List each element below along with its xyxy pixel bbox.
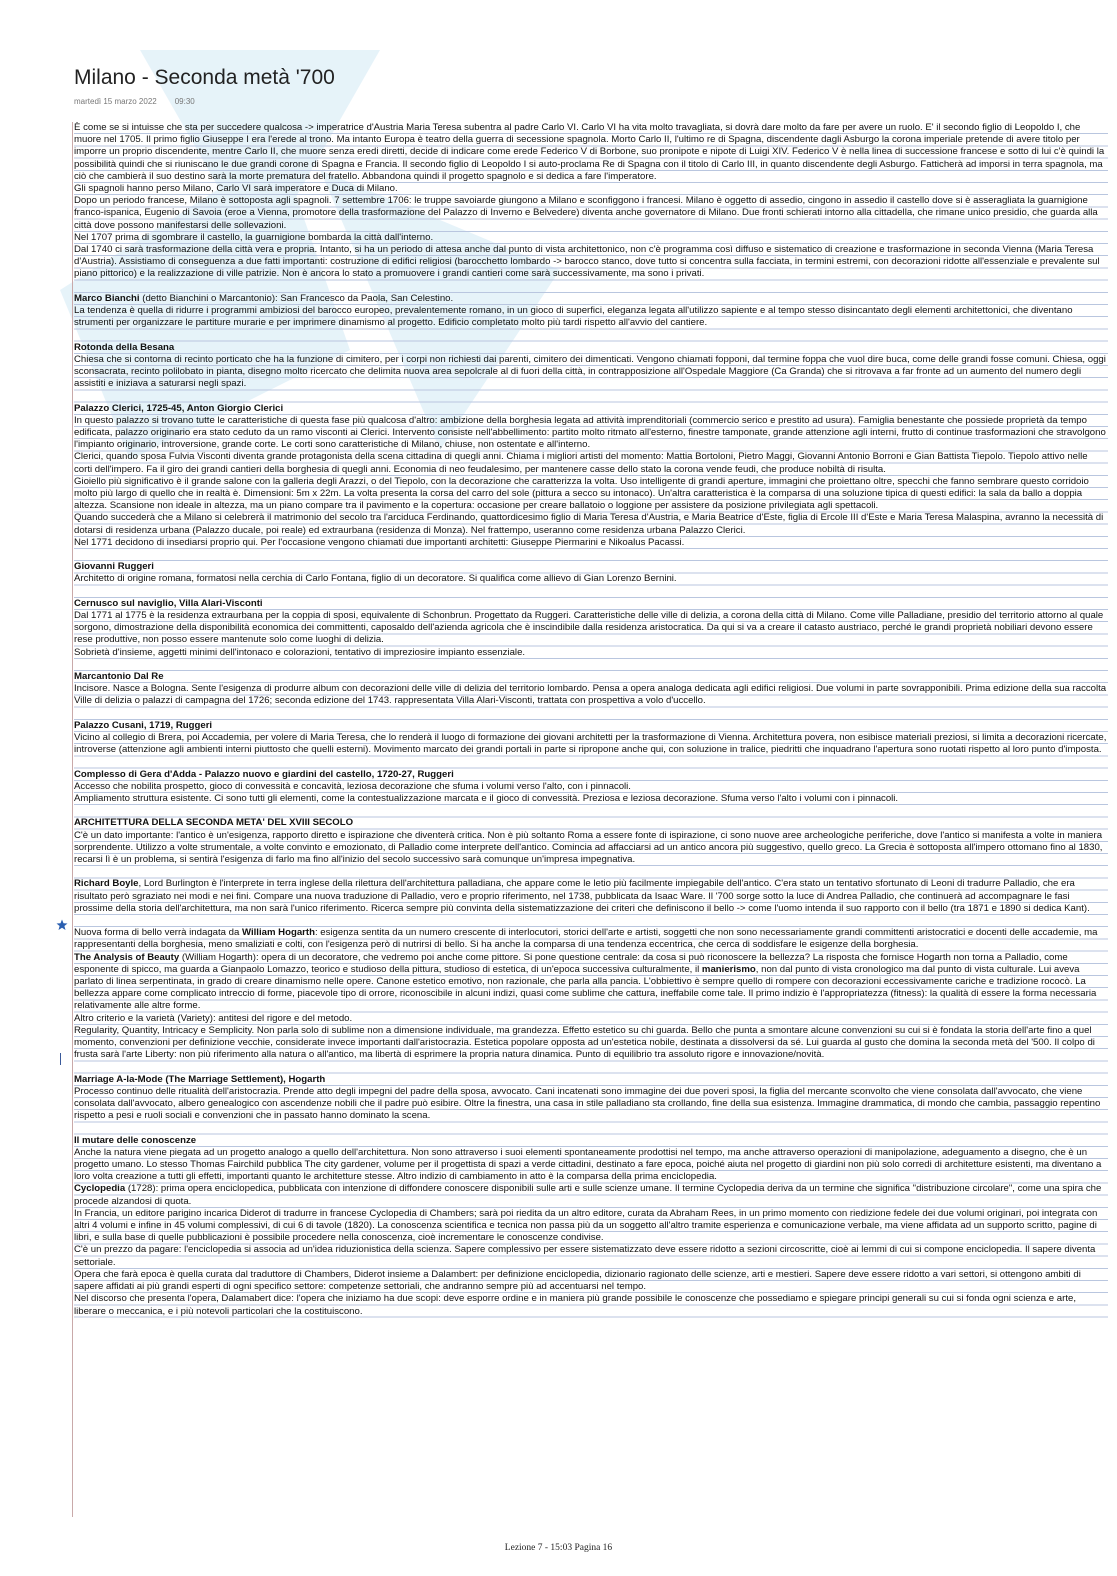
section-heading <box>74 342 1108 354</box>
paragraph <box>74 537 1108 549</box>
text-run: Giovanni Ruggeri <box>74 561 154 573</box>
section-heading <box>74 720 1108 732</box>
text-run: Incisore. Nasce a Bologna. Sente l'esigenza di produrre album con decorazioni delle ville di delizia del territorio lombardo. Pensa a opera analoga dedicata agli edifici religiosi. Due volumi in parte sovrapponibili. Prima edizione della sua raccolta Ville di delizia o palazzi di campagna del 1726; seconda edizione del 1743. rappresentata Villa Alari-Visconti, trattata con prospettiva a volo d'uccello. <box>74 683 1107 707</box>
paragraph <box>74 512 1108 536</box>
paragraph <box>74 573 1108 585</box>
paragraph <box>74 232 1108 244</box>
blank-line <box>74 1061 1108 1073</box>
blank-line <box>74 659 1108 671</box>
paragraph <box>74 1269 1108 1293</box>
note-body[interactable] <box>74 122 1108 1318</box>
blank-line <box>74 281 1108 293</box>
paragraph <box>74 793 1108 805</box>
bold-text: The Analysis of Beauty <box>74 951 180 963</box>
paragraph <box>74 1293 1108 1317</box>
section-heading <box>74 769 1108 781</box>
blank-line <box>74 756 1108 768</box>
blank-line <box>74 866 1108 878</box>
text-run: Palazzo Cusani, 1719, Ruggeri <box>74 719 213 731</box>
text-run: Nel 1771 decidono di insediarsi proprio qui. Per l'occasione vengono chiamati due importanti architetti: Giuseppe Piermarini e Nikoalus Pacassi. <box>74 536 685 548</box>
text-run: Sobrietà d'insieme, aggetti minimi dell'intonaco e colorazioni, tentativo di impreziosire impianto essenziale. <box>74 646 526 658</box>
bold-text: Richard Boyle <box>74 878 139 890</box>
paragraph <box>74 183 1108 195</box>
text-run: Nuova forma di bello verrà indagata da <box>74 927 242 939</box>
paragraph <box>74 1013 1108 1025</box>
bold-text: Cyclopedia <box>74 1183 126 1195</box>
text-run: Cernusco sul naviglio, Villa Alari-Visconti <box>74 597 263 609</box>
bold-text: Marco Bianchi <box>74 292 140 304</box>
blank-line <box>74 549 1108 561</box>
blank-line <box>74 390 1108 402</box>
paragraph <box>74 293 1108 305</box>
text-run: In Francia, un editore parigino incarica Diderot di tradurre in francese Cyclopedia di Chambers; sarà poi riedita da un altro editore, curata da Abraham Rees, in un primo momento con riedizione fedele dei due volumi originari, poi integrata con altri 4 volumi e infine in 45 volumi complessivi, di cui 6 di tavole (1820). La conoscenza scientifica e tecnica non passa più da un soggetto all'altro tramite esperienza e comunicazione verbale, ma viene affidata ad un supporto scritto, pagine di libri, e sulla base di quelle pubblicazioni è possibile procedere nella conoscenza, cioè incrementare le conoscenze condivise. <box>74 1207 1098 1244</box>
paragraph <box>74 122 1108 183</box>
paragraph <box>74 927 1108 951</box>
note-time-text: 09:30 <box>174 97 195 106</box>
paragraph <box>74 878 1108 915</box>
page-footer: Lezione 7 - 15:03 Pagina 16 <box>504 1543 613 1553</box>
paragraph <box>74 781 1108 793</box>
text-run: Marcantonio Dal Re <box>74 671 164 683</box>
section-heading <box>74 403 1108 415</box>
text-run: (detto Bianchini o Marcantonio): San Francesco da Paola, San Celestino. <box>139 292 454 304</box>
paragraph <box>74 830 1108 867</box>
text-run: Rotonda della Besana <box>74 341 175 353</box>
section-heading <box>74 817 1108 829</box>
paragraph <box>74 1147 1108 1184</box>
paragraph <box>74 476 1108 513</box>
text-run: Dal 1771 al 1775 è la residenza extraurbana per la coppia di sposi, equivalente di Schonbrun. Progettato da Ruggeri. Caratteristiche delle ville di delizia, a corona della città di Milano. Come ville Palladiane, presidio del territorio attorno al quale sorgono, dimostrazione della disponibilità economica dei committenti, caposaldo dell'azienda agricola che è inscindibile dalla residenza aristocratica. Da qui si va a creare il catasto austriaco, perché le grandi proprietà nobiliari devono essere rese produttive, non posso essere mantenute solo come luoghi di delizia. <box>74 610 1104 646</box>
text-run: , non dal punto di vista cronologico ma dal punto di vista culturale. Lui aveva parlato di linea serpentinata, in grado di creare dinamismo nelle opere. Canone estetico emotivo, non razionale, che parla alla pancia. L'obbiettivo è sempre quello di rompere con decorazioni eccessivamente cariche e tradizione rococò. La bellezza appare come complicato intreccio di forme, piacevole tipo di orrore, riconoscibile in alcuni indizi, quasi come sublime che cattura, ineffabile come tale. Il primo indizio è l'appropriatezza (fitness): la qualità di essere la forma necessaria relativamente alle altre forme. <box>74 963 1097 1012</box>
section-heading <box>74 598 1108 610</box>
text-run: Dal 1740 ci sarà trasformazione della città vera e propria. Intanto, si ha un periodo di attesa anche dal punto di vista architettonico, non c'è programma così diffuso e sistematico di creazione e trasformazione in seconda Vienna (Maria Teresa d'Austria). Assistiamo di conseguenza a due fatti importanti: costruzione di edifici religiosi (barocchetto lombardo -> barocco stanco, dove tutto si concentra sulla facciata, in termini estremi, con decorazioni ridotte all'essenziale e prevalente sul piano pittorico) e la realizzazione di ville patrizie. Non è ancora lo stato a promuovere i grandi cantieri come sarà successivamente, ma sono i privati. <box>74 244 1100 280</box>
text-run: Architetto di origine romana, formatosi nella cerchia di Carlo Fontana, figlio di un decoratore. Si qualifica come allievo di Gian Lorenzo Bernini. <box>74 573 677 585</box>
text-run: È come se si intuisse che sta per succedere qualcosa -> imperatrice d'Austria Maria Teresa subentra al padre Carlo VI. Carlo VI ha vita molto travagliata, si dovrà dare molto da fare per avere un ruolo. E' il secondo figlio di Leopoldo I, che muore nel 1705. Il primo figlio Giuseppe I era l'erede al trono. Ma intanto Europa è teatro della guerra di secessione spagnola. Morto Carlo II, l'ultimo re di Spagna, discendente dagli Asburgo la corona imperiale pretende di avere titolo per imporre un proprio discendente, mentre Carlo II, che muore senza eredi diretti, decide di indicare come erede Federico V di Borbone, suo pronipote e nipote di Luigi XIV. Federico V è nella linea di successione francese e sotto di lui c'è quindi la possibilità quindi che si riuniscano le due grandi corone di Spagna e Francia. Il secondo figlio di Leopoldo I si auto-proclama Re di Spagna con il titolo di Carlo III, in quanto discendente degli Asburgo. Fatticherà ad imporsi in terra spagnola, ma ciò che cambierà il suo destino sarà la morte prematura del fratello. Abbandona quindi il progetto spagnolo e si dedica a fare l'imperatore. <box>74 122 1105 182</box>
text-run: Marriage A-la-Mode (The Marriage Settlement), Hogarth <box>74 1073 326 1085</box>
text-run: C'è un dato importante: l'antico è un'esigenza, rapporto diretto e ispirazione che diventerà critica. Non è più soltanto Roma a essere fonte di ispirazione, ci sono nuove aree archeologiche periferiche, dove l'antico si manifesta a volte in maniera sorprendente. Utilizzo a volte strumentale, a volte convinto e emozionato, di Palladio come interprete dell'antico. Comincia ad affacciarsi ad un antico ancora più suggestivo, quello greco. La Grecia è sottoposta all'impero ottomano fino al 1830, recarsi lì è un problema, si sentirà l'esigenza di farlo ma fino all'inizio del secolo successivo sarà comunque un'impresa impegnativa. <box>74 829 1103 866</box>
section-heading <box>74 671 1108 683</box>
text-run: Il mutare delle conoscenze <box>74 1134 197 1146</box>
text-cursor-marker <box>60 1053 61 1065</box>
text-run: C'è un prezzo da pagare: l'enciclopedia si associa ad un'idea riduzionistica della scienza. Sapere complessivo per essere sistematizzato deve essere ridotto a sezioni circoscritte, cioè ai lemmi di cui si compone enciclopedia. Il sapere diventa settoriale. <box>74 1244 1096 1268</box>
text-run: , Lord Burlington è l'interprete in terra inglese della rilettura dell'architettura palladiana, che appare come le letio più facilmente impiegabile dell'antico. C'era stato un tentativo sfortunato di Leoni di tradurre Palladio, che era risultato però sgraziato nei modi e nei fini. Compare una nuova traduzione di Palladio, vero e proprio riferimento, nel 1738, pubblicata da Isaac Ware. Il '700 sorge sotto la luce di Andrea Palladio, che continuerà ad accompagnare le fasi prossime della storia dell'architettura, ma non sarà l'unico riferimento. Ricerca sempre più convinta della sistematizzazione dei criteri che definiscono il bello -> come l'uomo intenda il suo rapporto con il bello (tra 1871 e 1890 si dedica Kant). <box>74 878 1090 914</box>
text-run: : esigenza sentita da un numero crescente di interlocutori, storici dell'arte e artisti, soggetti che non sono necessariamente grandi committenti aristocratici e docenti delle accademie, ma rappresentanti della borghesia, meno smaliziati e colti, con l'esigenza però di nutrirsi di bello. Si ha anche la comparsa di una tendenza eccentrica, che cerca di soddisfare le esigenze della borghesia. <box>74 927 1098 951</box>
section-heading <box>74 1135 1108 1147</box>
blank-line <box>74 1122 1108 1134</box>
section-heading <box>74 561 1108 573</box>
bold-text: William Hogarth <box>242 927 315 939</box>
section-heading <box>74 1074 1108 1086</box>
text-run: Regularity, Quantity, Intricacy e Semplicity. Non parla solo di sublime non a dimensione individuale, ma grandezza. Effetto estetico su chi guarda. Bello che punta a smontare alcune convenzioni su cui si è fondata la storia dell'arte fino a quel momento, convenzioni per definizione vecchie, considerate invece importanti dall'aristocrazia. Estetica popolare opposta ad un'estetica nobile, destinata a dissolversi da sé. Lui guarda al gusto che domina la seconda metà del '500. Il colpo di frusta sarà l'arte Liberty: non più riferimento alla natura o all'antico, ma libertà di esprimere la propria natura dinamica. Punto di equilibrio tra assoluto rigore e innovazione/novità. <box>74 1024 1095 1061</box>
blank-line <box>74 708 1108 720</box>
paragraph <box>74 610 1108 647</box>
text-run: Vicino al collegio di Brera, poi Accademia, per volere di Maria Teresa, che lo renderà il luogo di formazione dei giovani architetti per la trasformazione di Vienna. Architettura povera, non esibisce materiali preziosi, si limita a decorazioni ricercate, introverse (attenzione agli ambienti interni piuttosto che quelli esterni). Movimento marcato dei grandi portali in parte si ripropone anche qui, con soluzione in tralice, piedritti che inquadrano l'apertura sono ruotati rispetto al loro punto d'imposta. <box>74 732 1107 756</box>
blank-line <box>74 586 1108 598</box>
text-run: Complesso di Gera d'Adda - Palazzo nuovo e giardini del castello, 1720-27, Ruggeri <box>74 768 454 780</box>
paragraph <box>74 415 1108 452</box>
text-run: Quando succederà che a Milano si celebrerà il matrimonio del secolo tra l'arciduca Ferdinando, quattordicesimo figlio di Maria Teresa d'Austria, e Maria Beatrice d'Este, figlia di Ercole III d'Este e Maria Teresa Malaspina, avranno la necessità di dotarsi di residenza urbana (Palazzo ducale, poi reale) ed extraurbana (residenza di Monza). Nel frattempo, useranno come residenza urbana Palazzo Clerici. <box>74 512 1104 536</box>
text-run: Gli spagnoli hanno perso Milano, Carlo VI sarà imperatore e Duca di Milano. <box>74 183 398 195</box>
paragraph <box>74 195 1108 232</box>
text-run: In questo palazzo si trovano tutte le caratteristiche di questa fase più qualcosa d'altro: ambizione della borghesia legata ad attività imprenditoriali (commercio serico e prestito ad usura). Famiglia benestante che possiede proprietà da tempo edificata, palazzo originario era stato ceduto da un ramo visconti ai Clerici. Intervento consiste nell'abbellimento: partito molto ritmato all'esterno, finestre tamponate, grande attenzione agli interni, frutto di continue trasformazioni che stravolgono l'impianto originario, introversione, grande corte. Le corti sono caratteristiche di Milano, chiuse, non ostentate e all'interno. <box>74 414 1106 451</box>
paragraph <box>74 244 1108 281</box>
text-run: Accesso che nobilita prospetto, gioco di convessità e concavità, leziosa decorazione che sfuma i volumi verso l'alto, con i pinnacoli. <box>74 780 631 792</box>
text-run: (1728): prima opera enciclopedica, pubblicata con intenzione di diffondere conoscere disponibili sulle arti e sulle scienze umane. Il termine Cyclopedia deriva da un termine che significa "distribuzione circolare", come una spira che procede alzandosi di quota. <box>74 1183 1102 1207</box>
paragraph <box>74 354 1108 391</box>
text-run: Anche la natura viene piegata ad un progetto analogo a quello dell'architettura. Non sono attraverso i suoi elementi spontaneamente prodottisi nel tempo, ma anche attraverso operazioni di manipolazione, adeguamento a disegno, che è un progetto umano. Lo stesso Thomas Fairchild pubblica The city gardener, volume per il progettista di spazi a verde cittadini, destinato a fare epoca, poiché aiuta nel progetto di giardini non più solo corredi di architetture esistenti, ma diventano a loro volta creazione a tutti gli effetti, importanti quanto le architetture stesse. Altro indizio di cambiamento in atto è la comparsa della prima enciclopedia. <box>74 1146 1102 1183</box>
paragraph <box>74 1244 1108 1268</box>
text-run: Ampliamento struttura esistente. Ci sono tutti gli elementi, come la contestualizzazione marcata e il gioco di convessità. Preziosa e leziosa decorazione. Sfuma verso l'alto i volumi con i pinnacoli. <box>74 793 899 805</box>
note-date-text: martedì 15 marzo 2022 <box>74 97 157 106</box>
star-icon[interactable] <box>56 919 68 931</box>
paragraph <box>74 1183 1108 1207</box>
text-run: Chiesa che si contorna di recinto porticato che ha la funzione di cimitero, per i corpi non richiesti dai parenti, cimitero dei dimenticati. Vengono chiamati fopponi, dal termine foppa che vuol dire buca, come delle grandi fosse comuni. Chiesa, oggi sconsacrata, recinto polilobato in pianta, disegno molto ricercato che delimita nuova area sepolcrale al di fuori della città, in contrapposizione all'Ospedale Maggiore (Ca Granda) che si ritrovava a far fronte ad un aumento del numero degli assistiti e iniziava a saturarsi negli spazi. <box>74 353 1106 390</box>
paragraph <box>74 732 1108 756</box>
paragraph <box>74 647 1108 659</box>
text-run: Palazzo Clerici, 1725-45, Anton Giorgio Clerici <box>74 402 284 414</box>
paragraph <box>74 305 1108 329</box>
text-run: Clerici, quando sposa Fulvia Visconti diventa grande protagonista della scena cittadina di quegli anni. Chiama i migliori artisti del momento: Mattia Bortoloni, Pietro Maggi, Giovanni Antonio Borroni e Gian Battista Tiepolo. Tiepolo attivo nelle corti dell'impero. Fa il giro dei grandi cantieri della borghesia di quegli anni. Economia di neo feudalesimo, per mantenere casse dello stato la corona vende feudi, che produce nobiltà di risulta. <box>74 451 1088 475</box>
note-date <box>74 97 195 106</box>
paragraph <box>74 952 1108 1013</box>
paragraph <box>74 1025 1108 1062</box>
margin-line <box>72 122 73 1517</box>
text-run: Altro criterio e la varietà (Variety): antitesi del rigore e del metodo. <box>74 1012 353 1024</box>
text-run: ARCHITETTURA DELLA SECONDA META' DEL XVIII SECOLO <box>74 817 354 829</box>
blank-line <box>74 805 1108 817</box>
paragraph <box>74 683 1108 707</box>
text-run: La tendenza è quella di ridurre i programmi ambiziosi del barocco europeo, prevalentemente romano, in un gioco di superfici, eleganza legata all'utilizzo sapiente e al tempo stesso disincantato degli elementi architettonici, che diventano strumenti per organizzare le partiture murarie e per imprimere dinamismo al progetto. Edificio completato molto più tardi rispetto all'avvio del cantiere. <box>74 305 1073 329</box>
note-title: Milano - Seconda metà '700 <box>74 66 335 89</box>
paragraph <box>74 1208 1108 1245</box>
text-run: (William Hogarth): opera di un decoratore, che vedremo poi anche come pittore. Si pone questione centrale: da cosa si può riconoscere la bellezza? La risposta che fornisce Hogarth non torna a Palladio, come esponente di spicco, ma guarda a Gianpaolo Lomazzo, teorico e studioso della pittura, studioso di estetica, di un'epoca successiva culturalmente, il <box>74 951 1068 975</box>
text-run: Opera che farà epoca è quella curata dal traduttore di Chambers, Diderot insieme a Dalambert: per definizione enciclopedia, dizionario ragionato delle scienze, arti e mestieri. Sapere deve essere ridotto a vari settori, si ottengono ambiti di sapere affidati ai più grandi esperti di ogni specifico settore: competenze settoriali, che andranno sempre più ad accentuarsi nel tempo. <box>74 1268 1081 1293</box>
text-run: Processo continuo delle ritualità dell'aristocrazia. Prende atto degli impegni del padre della sposa, avvocato. Cani incatenati sono immagine dei due poveri sposi, la figlia del mercante sconvolto che viene consolata dall'avvocato, che viene consolata dall'avvocato, albero genealogico con ascendenze nobili che il padre può esibire. Oltre la finestra, una casa in stile palladiano sta crollando, fine della sua esistenza. Immagine drammatica, di mondo che cambia, passaggio repentino rispetto a pesi e ruoli sociali e convenzioni che in passato hanno dominato la scena. <box>74 1085 1101 1122</box>
text-run: Dopo un periodo francese, Milano è sottoposta agli spagnoli. 7 settembre 1706: le truppe savoiarde giungono a Milano e sconfiggono i francesi. Milano è oggetto di assedio, cingono in assedio il castello dove si è asseragliata la guarnigione franco-ispanica, Eugenio di Savoia (eroe a Vienna, promotore della trasformazione del Palazzo di Inverno e Belvedere) diventa anche governatore di Milano. Due fronti schierati intorno alla cittadella, che rimane unico presidio, che guarda alla città dove possono manifestarsi delle sollevazioni. <box>74 195 1098 231</box>
paragraph <box>74 451 1108 475</box>
text-run: Nel 1707 prima di sgombrare il castello, la guarnigione bombarda la città dall'interno. <box>74 231 434 243</box>
text-run: Gioiello più significativo è il grande salone con la galleria degli Arazzi, o del Tiepolo, con la decorazione che caratterizza la volta. Uso intelligente di grandi aperture, immagini che proiettano oltre, specchi che fanno sembrare questo corridoio molto più largo di quello che in realtà è. Dimensioni: 5m x 22m. La volta presenta la corsa del carro del sole (pittura a secco su intonaco). Un'altra caratteristica è la comparsa di una soluzione tipica di questi edifici: la sala da ballo a doppia altezza. Scansione non ideale in altezza, ma un piano compare tra il pavimento e la copertura: occasione per creare ballatoio o loggione per assistere da posizione privilegiata agli spettacoli. <box>74 475 1089 512</box>
bold-text: manierismo <box>701 963 756 975</box>
blank-line <box>74 329 1108 341</box>
paragraph <box>74 1086 1108 1123</box>
text-run: Nel discorso che presenta l'opera, Dalamabert dice: l'opera che iniziamo ha due scopi: deve esporre ordine e in maniera più grande possibile le conoscenze che possediamo e spiegare principi generali su cui si fonda ogni scienza e arte, liberare o meccanica, e i più notevoli particolari che la costituiscono. <box>74 1293 1076 1317</box>
blank-line <box>74 915 1108 927</box>
